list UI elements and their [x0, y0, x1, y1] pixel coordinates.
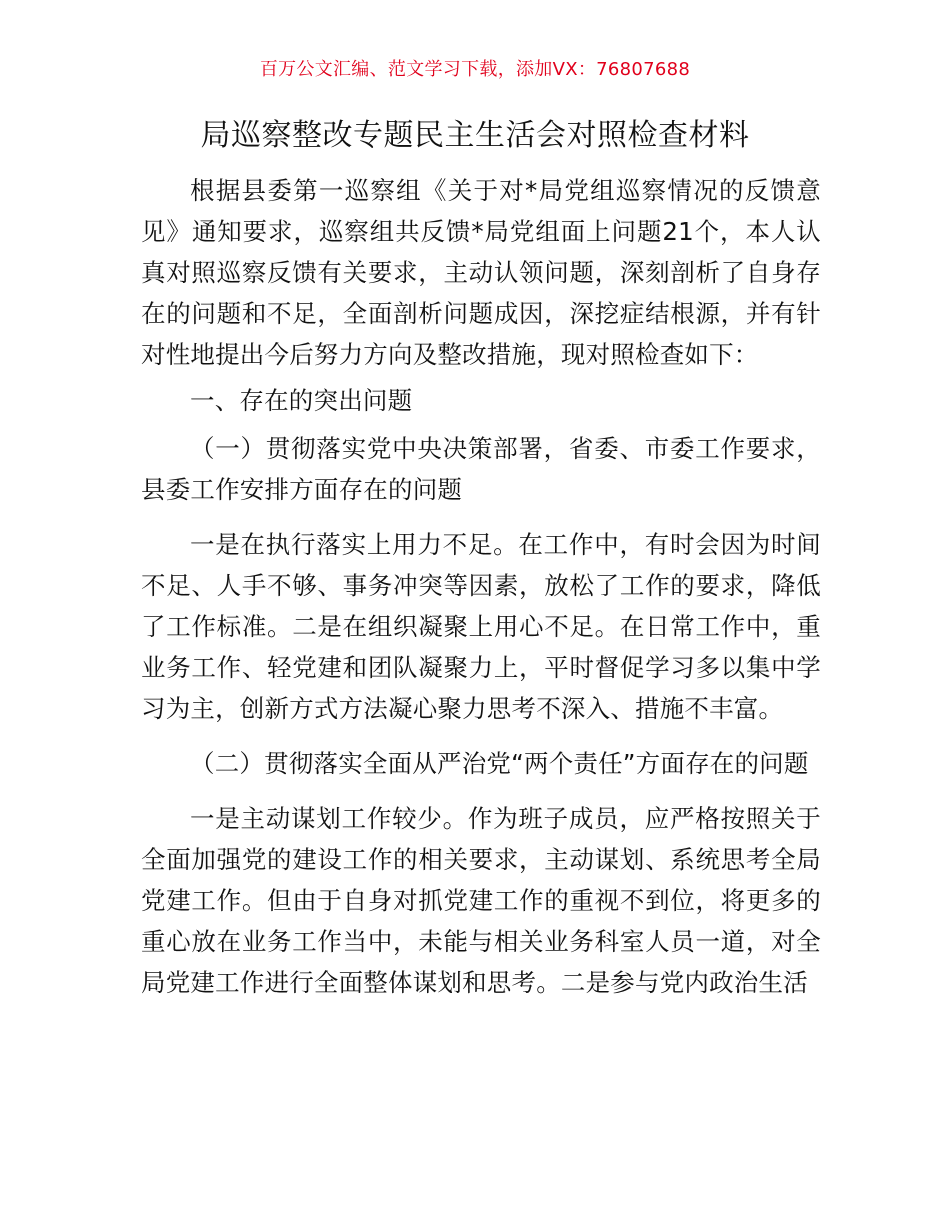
document-body	[141, 170, 821, 1003]
subsection-heading-2: （二）贯彻落实全面从严治党“两个责任”方面存在的问题	[190, 749, 809, 778]
subsection-2-paragraph: 一是主动谋划工作较少。作为班子成员，应严格按照关于全面加强党的建设工作的相关要求，主动谋划、系统思考全局党建工作。但由于自身对抓党建工作的重视不到位，将更多的重心放在业务工作当中，未能与相关业务科室人员一道，对全局党建工作进行全面整体谋划和思考。二是参与党内政治生活	[141, 804, 821, 997]
section-heading-existing-problems: 一、存在的突出问题	[190, 386, 413, 415]
download-promo-note: 百万公文汇编、范文学习下载，添加VX：76807688	[259, 59, 691, 80]
subsection-1-paragraph: 一是在执行落实上用力不足。在工作中，有时会因为时间不足、人手不够、事务冲突等因素，放松了工作的要求，降低了工作标准。二是在组织凝聚上用心不足。在日常工作中，重业务工作、轻党建和团队凝聚力上，平时督促学习多以集中学习为主，创新方式方法凝心聚力思考不深入、措施不丰富。	[141, 530, 821, 723]
page-title: 局巡察整改专题民主生活会对照检查材料	[200, 118, 750, 153]
intro-paragraph: 根据县委第一巡察组《关于对*局党组巡察情况的反馈意见》通知要求，巡察组共反馈*局党组面上问题21个，本人认真对照巡察反馈有关要求，主动认领问题，深刻剖析了自身存在的问题和不足，全面剖析问题成因，深挖症结根源，并有针对性地提出今后努力方向及整改措施，现对照检查如下：	[141, 176, 821, 369]
subsection-heading-1: （一）贯彻落实党中央决策部署，省委、市委工作要求，县委工作安排方面存在的问题	[141, 434, 821, 504]
